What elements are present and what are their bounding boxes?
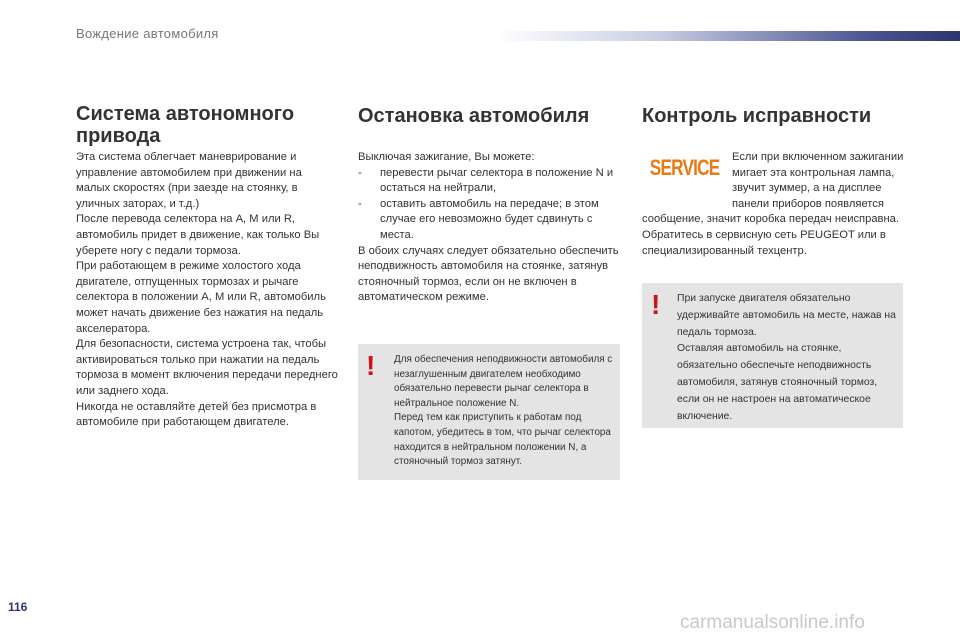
col3-paragraph: Если при включенном зажигании мигает эта контрольная лампа, звучит зуммер, а на дисплее панели приборов появляется сообщение, значит коробка передач неисправна. Обратитесь в сервисную сеть PEUGEOT или в специализированный техцентр. xyxy=(642,151,904,257)
col2-intro: Выключая зажигание, Вы можете: xyxy=(358,151,535,163)
note-text xyxy=(677,291,899,425)
col1-body xyxy=(76,150,338,431)
list-marker: - xyxy=(358,166,362,179)
col1-heading: Система автономного привода xyxy=(76,103,295,147)
col1-paragraph: При работающем в режиме холостого хода двигателе, отпущенных тормозах и рычаге селектора в положении A, M или R, автомобиль может начать движение без нажатия на педаль акселератора. xyxy=(76,260,326,335)
col1-paragraph: Никогда не оставляйте детей без присмотра в автомобиле при работающем двигателе. xyxy=(76,400,317,429)
note-paragraph: Оставляя автомобиль на стоянке, обязательно обеспечьте неподвижность автомобиля, затянув стояночный тормоз, если он не настроен на автоматическое включение. xyxy=(677,343,878,422)
col3-heading: Контроль исправности xyxy=(642,105,872,127)
col1-paragraph: Для безопасности, система устроена так, чтобы активироваться только при нажатии на педаль тормоза в момент включения передачи переднего или заднего хода. xyxy=(76,338,338,397)
col1-paragraph: Эта система облегчает маневрирование и управление автомобилем при движении на малых скоростях (при заезде на стоянку, в уличных заторах, и т.д.) xyxy=(76,151,302,210)
page-number: 116 xyxy=(8,600,28,614)
col1-paragraph: После перевода селектора на A, M или R, автомобиль придет в движение, как только Вы уберете ногу с педали тормоза. xyxy=(76,213,320,257)
col2-warning-note xyxy=(358,344,620,480)
list-item-text: оставить автомобиль на передаче; в этом случае его невозможно будет сдвинуть с места. xyxy=(380,197,599,241)
note-text xyxy=(394,353,616,470)
col2-body xyxy=(358,150,620,306)
note-paragraph: Для обеспечения неподвижности автомобиля с незаглушенным двигателем необходимо обязательно перевести рычаг селектора в нейтральное положение N. xyxy=(394,354,613,409)
warning-icon: ! xyxy=(651,289,661,320)
col3-body xyxy=(642,150,904,259)
list-marker: - xyxy=(358,197,362,210)
list-item-text: перевести рычаг селектора в положение N и остаться на нейтрали, xyxy=(380,166,614,195)
list-item xyxy=(358,197,620,244)
col3-warning-note xyxy=(642,283,903,428)
list-item xyxy=(358,166,620,197)
col2-heading: Остановка автомобиля xyxy=(358,105,590,127)
header-title: Вождение автомобиля xyxy=(76,26,219,41)
warning-icon: ! xyxy=(366,350,376,381)
note-paragraph: При запуске двигателя обязательно удерживайте автомобиль на месте, нажав на педаль тормоза. xyxy=(677,293,896,338)
watermark: carmanualsonline.info xyxy=(680,612,865,633)
header-gradient-bar xyxy=(495,31,960,41)
service-icon-label: SERVICE xyxy=(650,155,720,180)
service-icon-spacer xyxy=(642,150,732,208)
col2-outro: В обоих случаях следует обязательно обеспечить неподвижность автомобиля на стоянке, затянув стояночный тормоз, если он не включен в автоматическом режиме. xyxy=(358,244,619,304)
note-paragraph: Перед тем как приступить к работам под капотом, убедитесь в том, что рычаг селектора находится в нейтральном положении N, а стояночный тормоз затянут. xyxy=(394,412,611,468)
